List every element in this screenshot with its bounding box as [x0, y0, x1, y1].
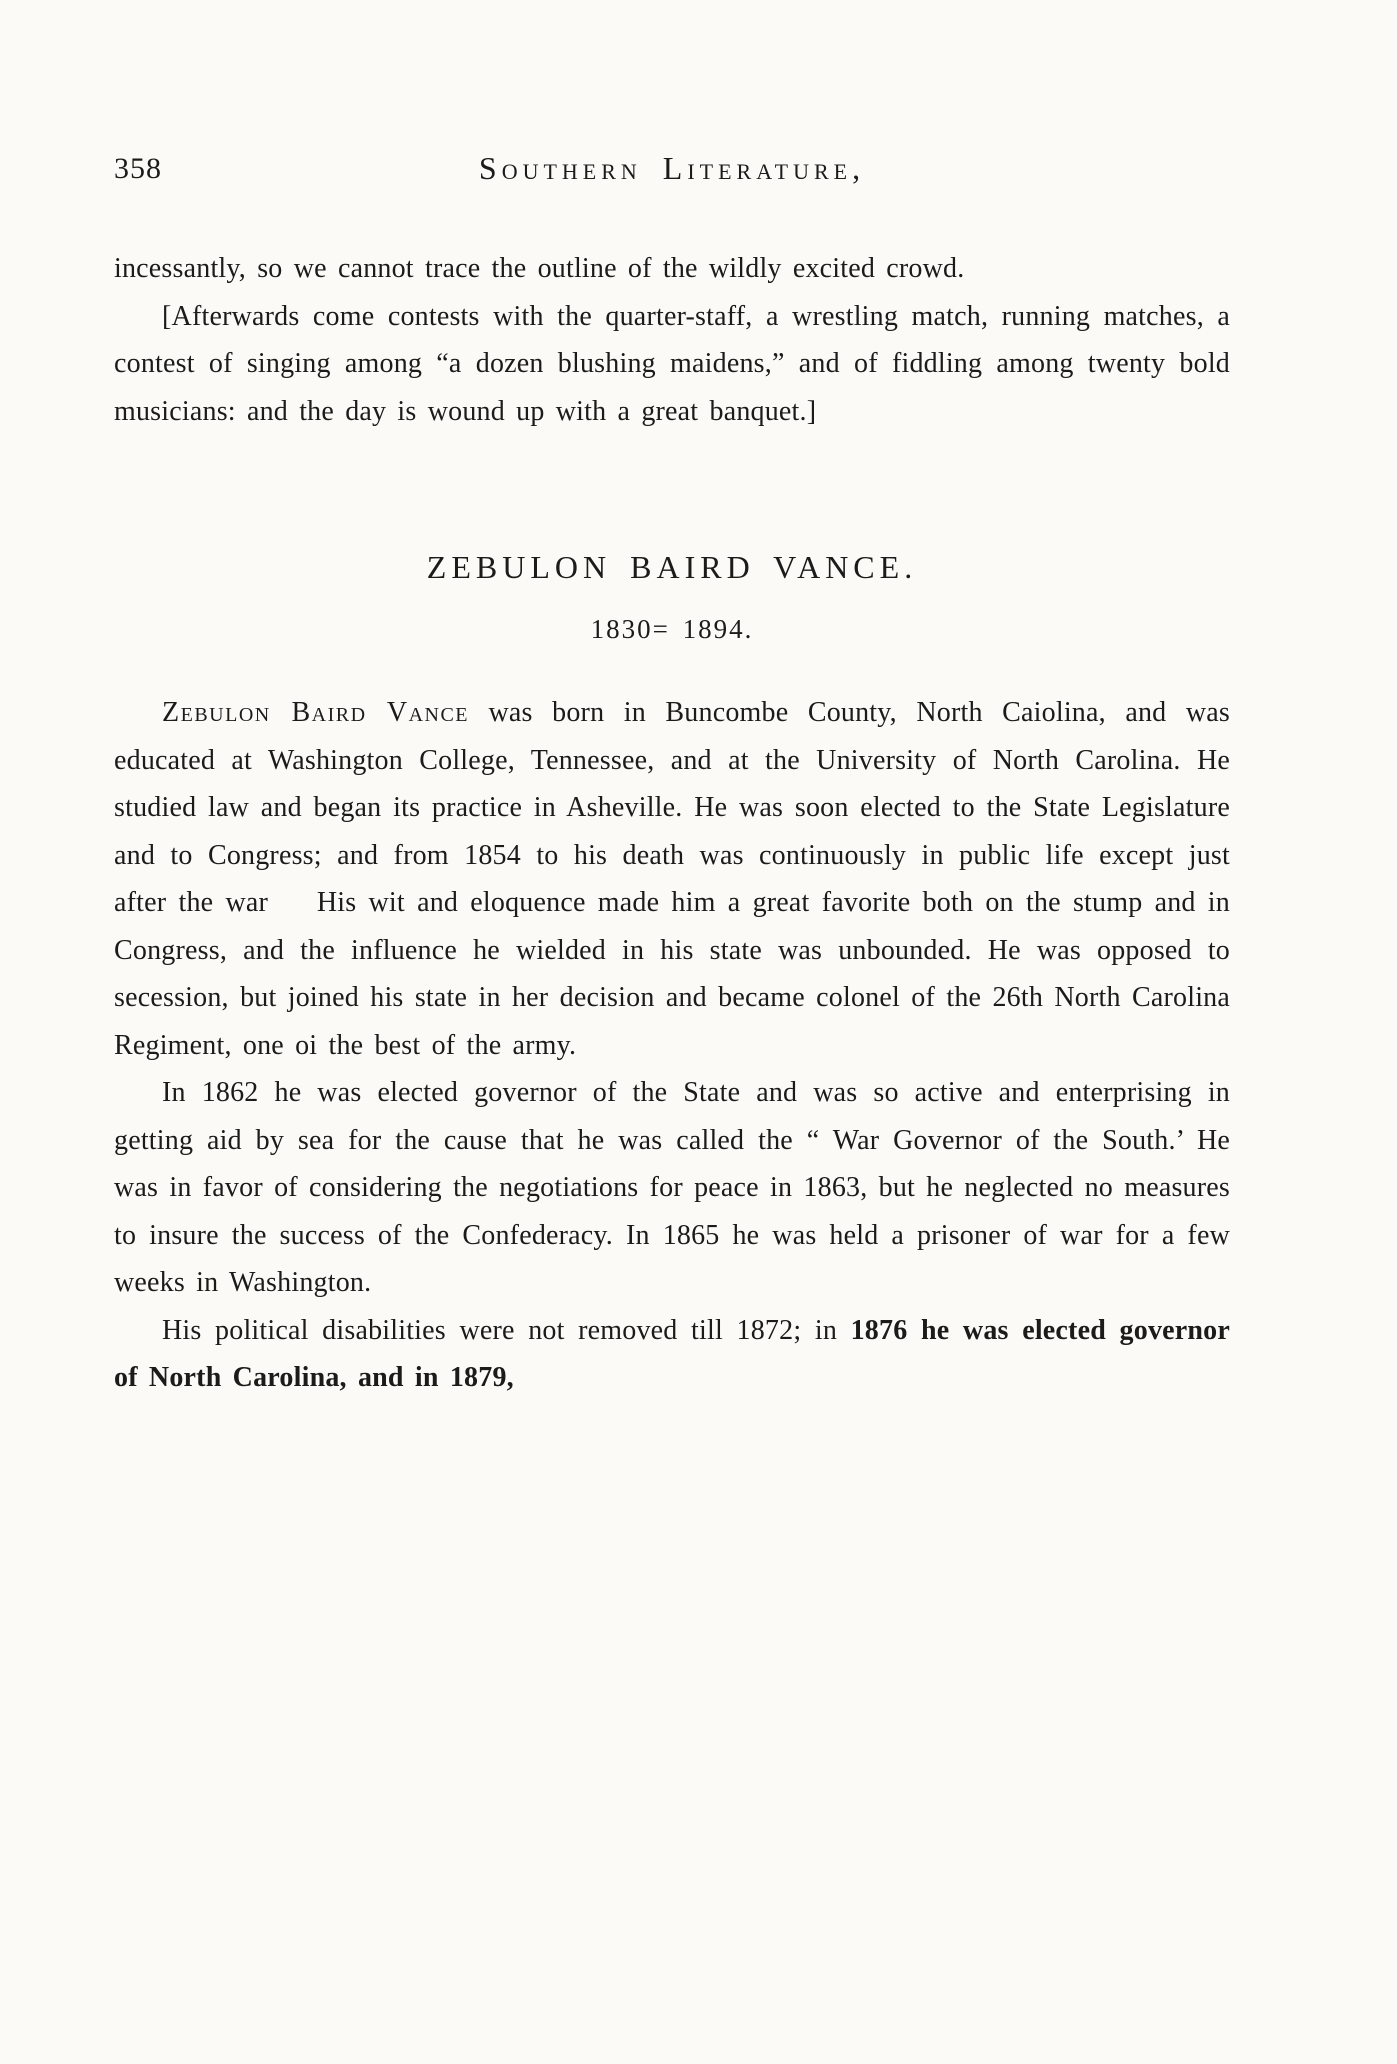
page-body: [114, 245, 1230, 1402]
section-title: ZEBULON BAIRD VANCE.: [426, 549, 918, 585]
paragraph-biography-1: [114, 689, 1230, 1069]
section-heading: [114, 549, 1230, 645]
paragraph-biography-3: [114, 1307, 1230, 1402]
paragraph-text-bold: 1876 he was elected governor of North Carolina, and in 1879,: [114, 1314, 1230, 1393]
person-name-smallcaps: Zebulon Baird Vance: [162, 697, 470, 728]
running-header-title: Southern Literature,: [478, 150, 866, 186]
paragraph-biography-2: In 1862 he was elected governor of the State and was so active and enterprising in getting aid by sea for the cause that he was called the “ War Governor of the South.’ He was in favor of considering the negotiations for peace in 1863, but he neglected no measures to insure the success of the Confederacy. In 1865 he was held a prisoner of war for a few weeks in Washington.: [114, 1077, 1230, 1298]
paragraph-text: His political disabilities were not removed till 1872; in: [162, 1314, 851, 1346]
paragraph-continuation: incessantly, so we cannot trace the outline of the wildly excited crowd.: [114, 253, 965, 284]
section-dates: 1830= 1894.: [590, 614, 754, 644]
paragraph-text: was born in Buncombe County, North Caiolina, and was educated at Washington College, Tennessee, and at the University of North Carolina. He studied law and began its practice in Asheville. He was soon elected to the State Legislature and to Congress; and from 1854 to his death was continuously in public life except just after the war His wit and eloquence made him a great favorite both on the stump and in Congress, and the influence he wielded in his state was unbounded. He was opposed to secession, but joined his state in her decision and became colonel of the 26th North Carolina Regiment, one oi the best of the army.: [114, 697, 1230, 1061]
running-head: [114, 150, 1230, 197]
page-number: 358: [114, 152, 162, 185]
paragraph-bracketed-note: [Afterwards come contests with the quarter-staff, a wrestling match, running matches, a contest of singing among “a dozen blushing maidens,” and of fiddling among twenty bold musicians: and the day is wound up with a great banquet.]: [114, 300, 1230, 427]
